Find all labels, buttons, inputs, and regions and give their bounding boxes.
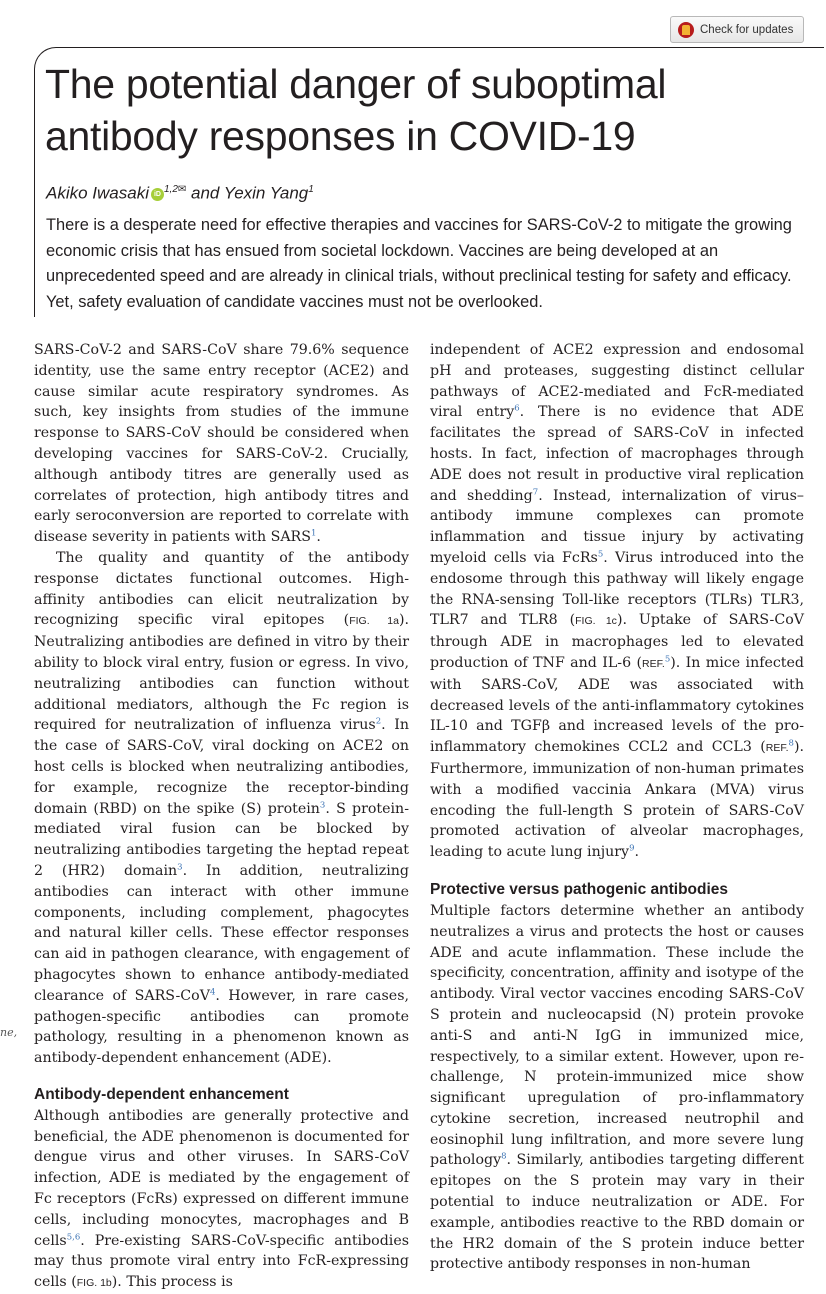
affiliation-marker: 1 [308,184,314,195]
reference-link[interactable]: 2 [375,716,382,727]
margin-fragment: ne, [0,1026,18,1039]
section-heading: Antibody-dependent enhancement [34,1085,289,1103]
paragraph: Although antibodies are generally protective and beneficial, the ADE phenomenon is documented for dengue virus and other viruses. In SARS-CoV infection, ADE is mediated by the engagement of Fc receptors (FcRs) expressed on different immune cells, including monocytes, macrophages and B cells$^{5,6}$. Pre-existing SARS-CoV-specific antibodies may thus promote viral entry into FcR-expressing cells (FIG. 1b). This process is [34,1107,409,1291]
reference-link[interactable]: 3 [319,799,326,810]
author-name: Yexin Yang [223,183,309,203]
article-title: The potential danger of suboptimal antibody responses in COVID-19 [45,61,667,159]
reference-link[interactable]: 4 [209,986,216,997]
right-column [430,340,804,1275]
reference-link[interactable]: 5 [664,654,671,665]
check-for-updates-label: Check for updates [700,23,794,36]
reference-link[interactable]: 7 [532,486,539,497]
reference-link[interactable]: 5,6 [66,1231,81,1242]
ref-label: REF. [765,742,789,755]
figure-link[interactable]: FIG. 1a [349,615,399,628]
left-column [34,340,409,1294]
affiliation-marker: 1,2 [163,184,178,195]
paragraph: SARS-CoV-2 and SARS-CoV share 79.6% sequence identity, use the same entry receptor (ACE2) and cause similar acute respiratory syndromes. As such, key insights from studies of the immune response to SARS-CoV should be considered when developing vaccines for SARS-CoV-2. Crucially, although antibody titres are generally used as correlates of protection, high antibody titres and early seroconversion are reported to correlate with disease severity in patients with SARS$^1$. [34,342,409,546]
paragraph: The quality and quantity of the antibody response dictates functional outcomes. High-affinity antibodies can elicit neutralization by recognizing specific viral epitopes (FIG. 1a). Neutralizing antibodies are defined in vitro by their ability to block viral entry, fusion or egress. In vivo, neutralizing antibodies can function without additional mediators, although the Fc region is required for neutralization of influenza virus$^2$. In the case of SARS-CoV, viral docking on ACE2 on host cells is blocked when neutralizing antibodies, for example, recognize the receptor-binding domain (RBD) on the spike (S) protein$^3$. S protein-mediated viral fusion can be blocked by neutralizing antibodies targeting the heptad repeat 2 (HR2) domain$^3$. In addition, neutralizing antibodies can interact with other immune components, including complement, phagocytes and natural killer cells. These effector responses can aid in pathogen clearance, with engagement of phagocytes shown to enhance antibody-mediated clearance of SARS-CoV$^4$. However, in rare cases, pathogen-specific antibodies can promote pathology, resulting in a phenomenon known as antibody-dependent enhancement (ADE). [34,549,410,1067]
reference-link[interactable]: 8 [501,1151,507,1162]
crossmark-icon [678,22,694,38]
section-heading: Protective versus pathogenic antibodies [430,880,729,898]
mail-icon[interactable]: ✉ [177,184,187,195]
paragraph: independent of ACE2 expression and endosomal pH and proteases, suggesting distinct cellular pathways of ACE2-mediated and FcR-mediated viral entry$^6$. There is no evidence that ADE facilitates the spread of SARS-CoV in infected hosts. In fact, infection of macrophages through ADE does not result in productive viral replication and shedding$^7$. Instead, internalization of virus–antibody immune complexes can promote inflammation and tissue injury by activating myeloid cells via FcRs$^5$. Virus introduced into the endosome through this pathway will likely engage the RNA-sensing Toll-like receptors (TLRs) TLR3, TLR7 and TLR8 (FIG. 1c). Uptake of SARS-CoV through ADE in macrophages led to elevated production of TNF and IL-6 (REF.$^5$). In mice infected with SARS-CoV, ADE was associated with decreased levels of the anti-inflammatory cytokines IL-10 and TGFβ and increased levels of the pro-inflammatory chemokines CCL2 and CCL3 (REF.$^8$). Furthermore, immunization of non-human primates with a modified vaccinia Ankara (MVA) virus encoding the full-length S protein of SARS-CoV promoted activation of alveolar macrophages, leading to acute lung injury$^9$. [430,342,805,861]
reference-link[interactable]: 9 [629,843,635,854]
reference-link[interactable]: 5 [597,549,604,560]
check-for-updates-button[interactable] [670,16,804,43]
reference-link[interactable]: 1 [310,528,317,539]
orcid-icon[interactable]: iD [151,188,164,201]
reference-link[interactable]: 6 [514,403,520,414]
reference-link[interactable]: 3 [177,862,183,873]
ref-label: REF. [642,657,665,670]
figure-link[interactable]: FIG. 1b [76,1277,112,1290]
figure-link[interactable]: FIG. 1c [575,615,617,628]
paragraph: Multiple factors determine whether an antibody neutralizes a virus and protects the host or causes ADE and acute inflammation. These include the specificity, concentration, affinity and isotype of the antibody. Viral vector vaccines encoding SARS-CoV S protein and nucleocapsid (N) protein provoke anti-S and anti-N IgG in immunized mice, respectively, to a similar extent. However, upon re-challenge, N protein-immunized mice show significant upregulation of pro-inflammatory cytokine secretion, increased neutrophil and eosinophil lung infiltration, and more severe lung pathology$^8$. Similarly, antibodies targeting different epitopes on the S protein may vary in their potential to induce neutralization or ADE. For example, antibodies reactive to the RBD domain or the HR2 domain of the S protein induce better protective antibody responses in non-human [430,902,804,1273]
reference-link[interactable]: 8 [788,738,794,749]
author-line [46,178,314,206]
abstract: There is a desperate need for effective therapies and vaccines for SARS-CoV-2 to mitigate the growing economic crisis that has ensued from societal lockdown. Vaccines are being developed at an unprecedented speed and are already in clinical trials, without preclinical testing for safety and efficacy. Yet, safety evaluation of candidate vaccines must not be overlooked. [46,216,792,311]
author-conjunction: and [186,183,224,203]
author-name: Akiko Iwasaki [46,183,149,203]
